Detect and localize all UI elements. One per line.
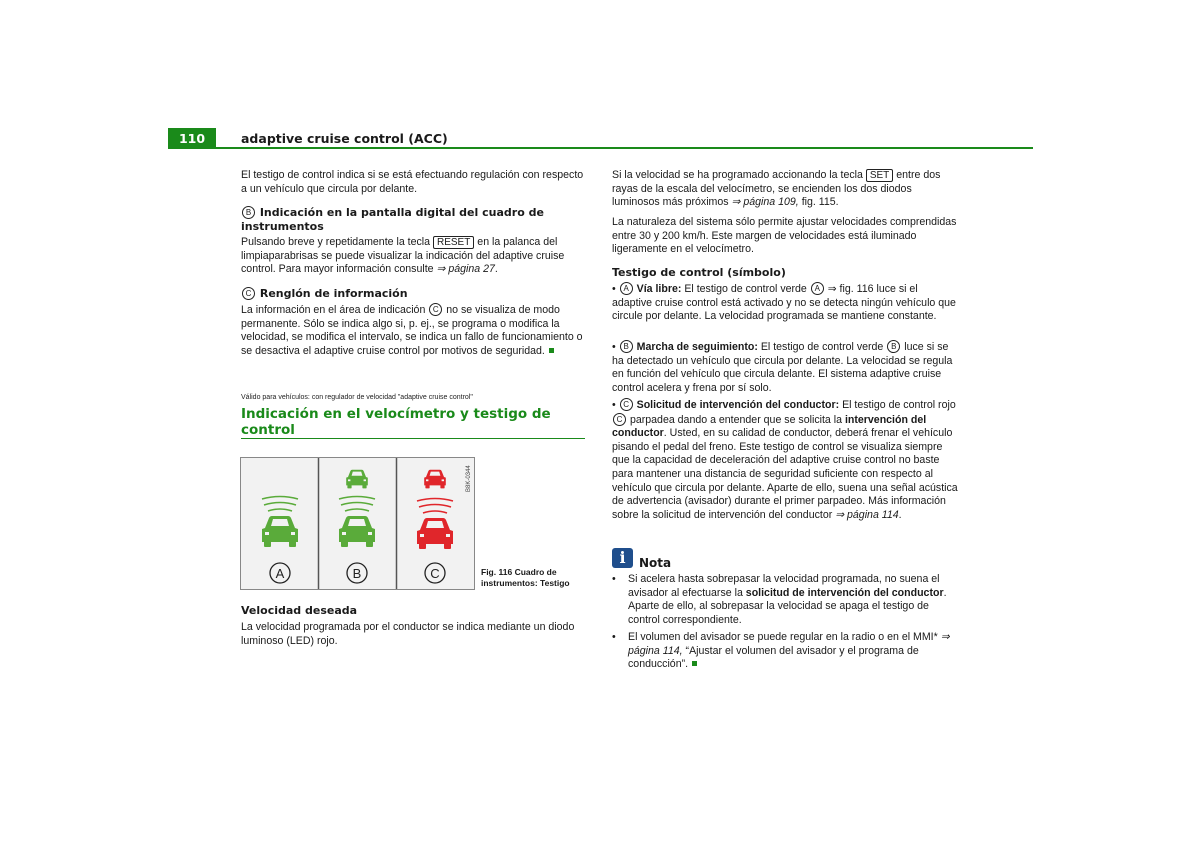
marcha-text-1: El testigo de control verde	[760, 341, 884, 353]
p1-end: fig. 115.	[801, 196, 839, 209]
marker-c-inline-right: C	[613, 413, 626, 426]
section-b-paragraph	[241, 236, 586, 277]
p1-text-1: Si la velocidad se ha programado accionando la tecla	[612, 169, 863, 181]
figure-caption	[481, 567, 586, 589]
panel-a-car-icon	[262, 497, 298, 548]
marker-c-right: C	[620, 398, 633, 411]
figure-116	[240, 457, 475, 590]
section-c-text-1: La información en el área de indicación	[241, 304, 426, 316]
marker-b-inline: B	[887, 340, 900, 353]
bullet-solicitud	[612, 398, 958, 522]
via-libre-text-1: El testigo de control verde	[684, 283, 807, 295]
caption-text: Cuadro de instrumentos: Testigo	[481, 567, 570, 588]
right-paragraph-1	[612, 169, 958, 210]
nota-1-strong: solicitud de intervención del conductor	[745, 586, 944, 599]
solicitud-text-1: El testigo de control rojo	[842, 399, 956, 411]
page-ref-109[interactable]: ⇒ página 109,	[731, 196, 799, 209]
page-ref-27[interactable]: ⇒ página 27	[436, 263, 495, 276]
page-ref-114[interactable]: ⇒ página 114	[835, 508, 899, 521]
intro-paragraph	[241, 169, 586, 196]
valid-note: Válido para vehículos: con regulador de velocidad "adaptive cruise control"	[241, 394, 473, 401]
set-key: SET	[866, 169, 893, 182]
section-title: Indicación en el velocímetro y testigo de control	[241, 406, 551, 438]
solicitud-strong: intervención del conductor	[612, 413, 927, 440]
via-libre-label: Vía libre:	[636, 283, 682, 295]
panel-a-label: A	[275, 566, 285, 581]
testigo-heading: Testigo de control (símbolo)	[612, 266, 786, 279]
p1-text-2: entre dos rayas de la escala del velocímetro, se encienden los dos diodos luminosos más próximos	[612, 169, 941, 209]
nota-item-2	[612, 631, 958, 672]
bullet-dot: •	[612, 341, 616, 353]
bullet-via-libre	[612, 282, 958, 324]
solicitud-end: .	[898, 508, 902, 521]
solicitud-text-3: . Usted, en su calidad de conductor, deberá frenar el vehículo pisando el pedal del freno. Este testigo de control se visualiza siempre que la capacidad de deceleración del adaptive cruise control no baste para mantener una distancia de seguridad suficiente con respecto al vehículo que circula por delante. Aparte de ello, suena una señal acústica de advertencia (avisador) durante el primer parpadeo. Más información sobre la solicitud de intervención del conductor	[612, 427, 958, 521]
marcha-label: Marcha de seguimiento:	[636, 341, 758, 353]
figure-code: B8K-0344	[466, 465, 472, 492]
bullet-dot: •	[612, 631, 616, 643]
solicitud-label: Solicitud de intervención del conductor:	[636, 399, 840, 411]
solicitud-text-2: parpadea dando a entender que se solicita la	[629, 413, 842, 426]
section-b-end: .	[494, 263, 498, 276]
panel-b-label: B	[352, 566, 362, 581]
panel-c-label: C	[430, 566, 440, 581]
velocidad-heading: Velocidad deseada	[241, 604, 358, 617]
section-title-rule	[241, 438, 585, 439]
nota-title: Nota	[639, 556, 672, 570]
page-ref-114-b[interactable]: ⇒ página 114,	[628, 631, 950, 657]
reset-key: RESET	[433, 236, 474, 249]
marker-b-right: B	[620, 340, 633, 353]
nota-1-text-2: . Aparte de ello, al sobrepasar la velocidad se apaga el testigo de control correspondiente.	[628, 586, 947, 626]
end-mark	[549, 348, 554, 353]
section-b-text-1: Pulsando breve y repetidamente la tecla	[241, 236, 431, 248]
marker-b: B	[242, 206, 255, 219]
page-title: adaptive cruise control (ACC)	[241, 131, 448, 146]
page-number: 110	[178, 131, 206, 146]
section-c-paragraph	[241, 303, 586, 358]
panel-b-car-icon	[339, 470, 375, 547]
bullet-dot: •	[612, 573, 616, 585]
panel-c-car-icon	[417, 470, 453, 549]
via-libre-text-2: ⇒ fig. 116 luce si el adaptive cruise control está activado y no se detecta ningún vehículo que circule por delante. La velocidad programada se mantiene constante.	[612, 283, 956, 323]
marker-c: C	[242, 287, 255, 300]
info-icon: i	[612, 548, 633, 568]
section-b-text-2: en la palanca del limpiaparabrisas se puede visualizar la indicación del adaptive cruise control. Para mayor información consulte	[241, 236, 565, 276]
section-b-heading	[241, 206, 586, 234]
right-paragraph-2: La naturaleza del sistema sólo permite ajustar velocidades comprendidas entre 30 y 200 km/h. Este margen de velocidades está iluminado ligeramente en el velocímetro.	[612, 216, 957, 256]
marker-a: A	[620, 282, 633, 295]
section-c-heading	[241, 287, 586, 301]
bullet-dot: •	[612, 399, 616, 411]
nota-item-1	[612, 573, 958, 627]
section-c-text-2: no se visualiza de modo permanente. Sólo se indica algo si, p. ej., se programa o modifica la velocidad, se modifica el intervalo, se indica un fallo de funcionamiento o se desactiva el adaptive cruise control por motivos de seguridad.	[241, 304, 583, 357]
section-c-heading-text: Renglón de información	[259, 287, 408, 300]
end-mark	[692, 661, 697, 666]
velocidad-paragraph: La velocidad programada por el conductor se indica mediante un diodo luminoso (LED) rojo.	[241, 621, 575, 647]
intro-text: El testigo de control indica si se está efectuando regulación con respecto a un vehículo que circula por delante.	[241, 169, 584, 195]
caption-number: Fig. 116	[481, 567, 513, 577]
nota-2-text-2: “Ajustar el volumen del avisador y el programa de conducción”.	[628, 644, 919, 671]
marcha-text-2: luce si se ha detectado un vehículo que circula por delante. La velocidad se regula en función del vehículo que circula delante. El sistema adaptive cruise control acelera y frena por sí solo.	[612, 341, 953, 394]
section-b-heading-text: Indicación en la pantalla digital del cuadro de instrumentos	[241, 206, 544, 233]
nota-2-text-1: El volumen del avisador se puede regular en la radio o en el MMI*	[628, 631, 938, 643]
bullet-marcha	[612, 340, 958, 395]
marker-a-inline: A	[811, 282, 824, 295]
marker-c-inline: C	[429, 303, 442, 316]
bullet-dot: •	[612, 283, 616, 295]
figure-svg	[241, 458, 474, 589]
nota-1-text-1: Si acelera hasta sobrepasar la velocidad programada, no suena el avisador al efectuarse la	[628, 573, 940, 599]
header-rule	[216, 147, 1033, 149]
